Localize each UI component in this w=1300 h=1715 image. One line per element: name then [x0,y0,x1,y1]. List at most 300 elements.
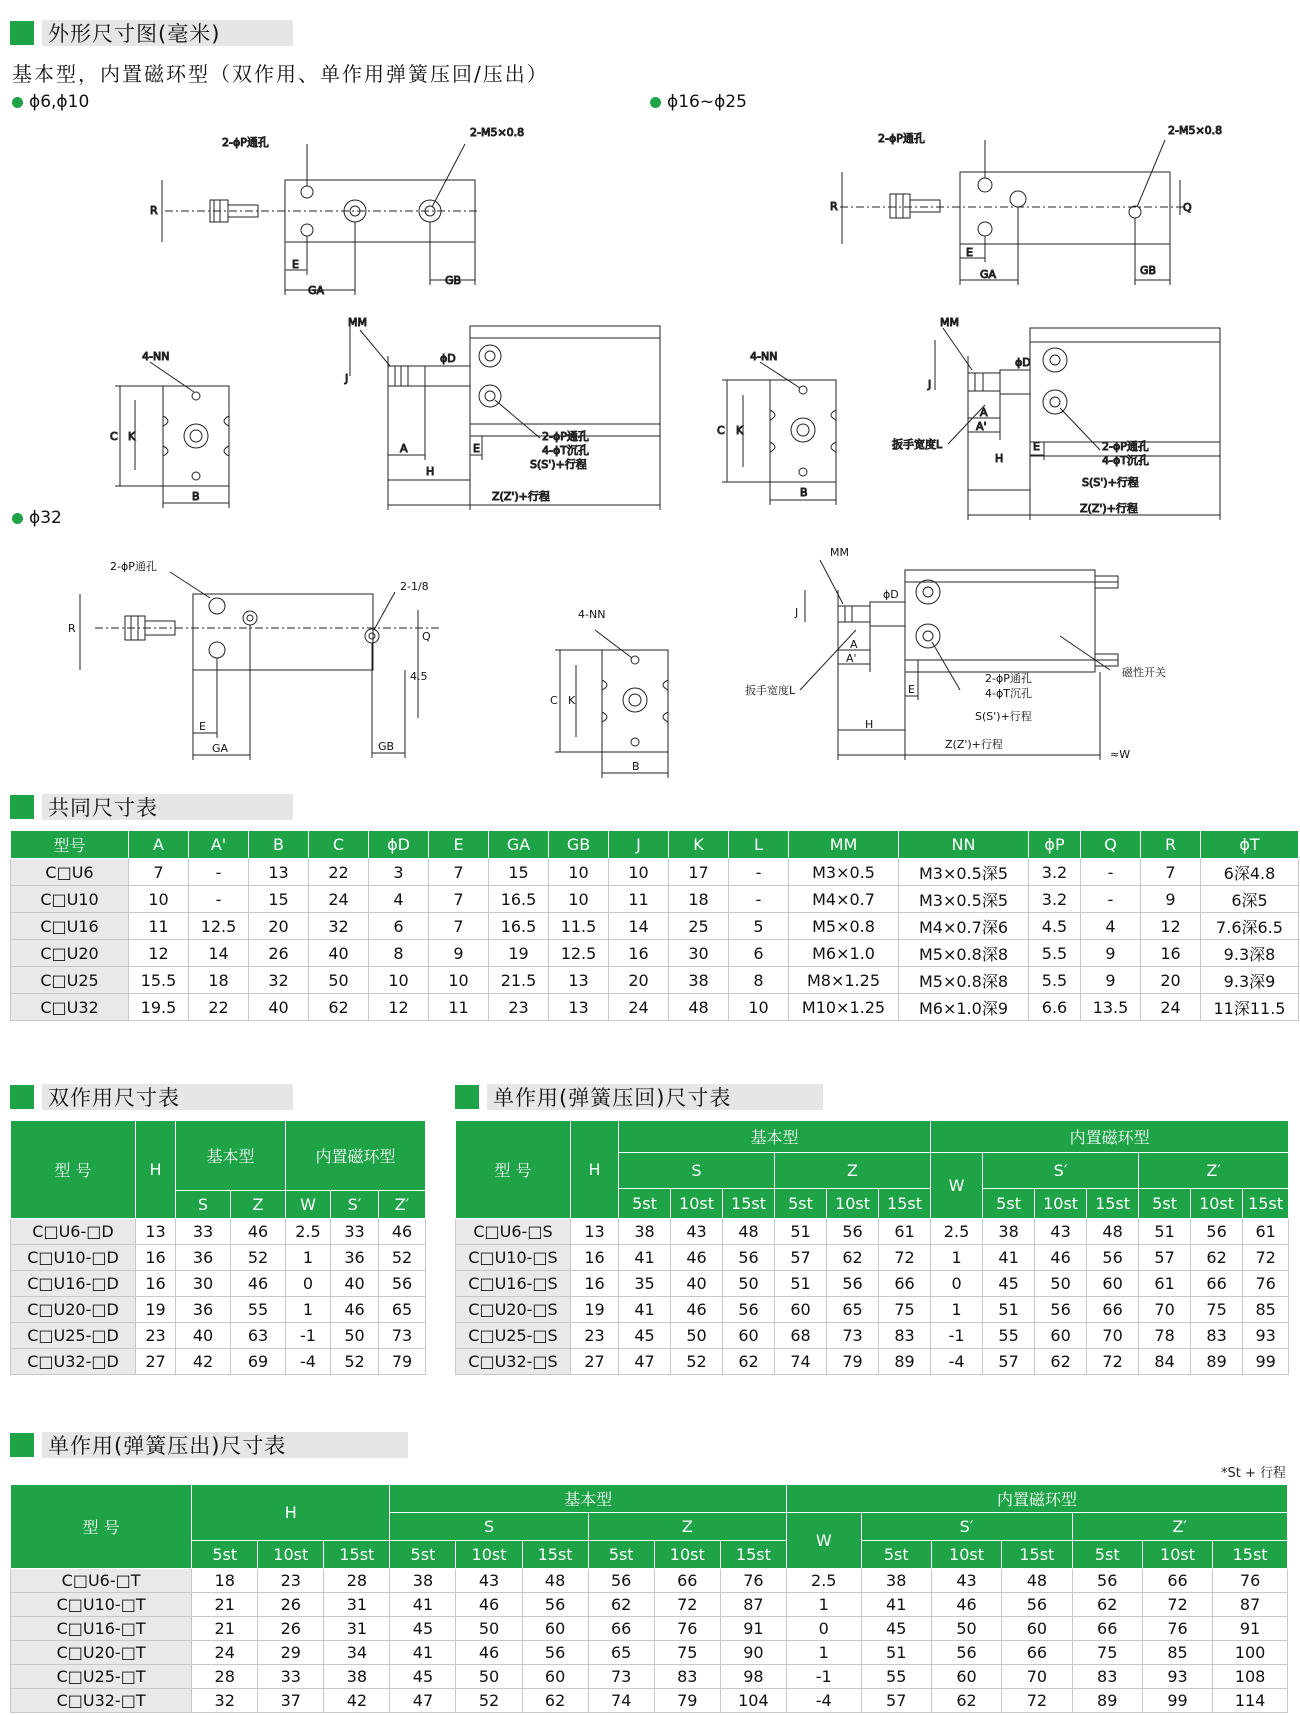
value-cell: 62 [827,1245,879,1271]
value-cell: 32 [309,913,369,940]
value-cell: 56 [1191,1219,1243,1245]
value-cell: 56 [827,1271,879,1297]
label-ga: GA [308,284,325,297]
label-nn3: 4-NN [578,608,606,621]
value-cell: 4 [369,886,429,913]
value-cell: 62 [309,994,369,1021]
value-cell: 85 [1243,1297,1289,1323]
model-cell: C□U25 [11,967,129,994]
value-cell: 100 [1213,1641,1288,1665]
value-cell: 31 [324,1593,390,1617]
value-cell: - [189,886,249,913]
stroke-header: 15st [720,1541,786,1569]
stroke-header: 5st [861,1541,931,1569]
value-cell: 1 [786,1593,861,1617]
model-cell: C□U32 [11,994,129,1021]
value-cell: 66 [654,1569,720,1593]
value-cell: 60 [1087,1271,1139,1297]
value-cell: 56 [379,1271,426,1297]
value-cell: 50 [331,1323,379,1349]
value-cell: 76 [1142,1617,1212,1641]
value-cell: 51 [861,1641,931,1665]
value-cell: 50 [671,1323,723,1349]
label-j2: J [928,378,932,391]
value-cell: 7.6深6.5 [1201,913,1299,940]
stroke-header: 15st [1213,1541,1288,1569]
value-cell: 4.5 [1029,913,1081,940]
stroke-header: 5st [619,1189,671,1219]
label-wrench2: 扳手宽度L [745,684,796,697]
label-h2: H [995,452,1004,465]
value-cell: 8 [369,940,429,967]
value-cell: 66 [1191,1271,1243,1297]
value-cell: 42 [324,1689,390,1713]
model-cell: C□U32-□T [11,1689,192,1713]
value-cell: 47 [619,1349,671,1375]
single-in-col-s: S [619,1153,775,1189]
single-out-col-s2: S′ [861,1513,1072,1541]
value-cell: 57 [861,1689,931,1713]
value-cell: 13 [136,1219,176,1245]
table-row [456,1245,1289,1271]
value-cell: 19 [571,1297,619,1323]
table-row [11,1593,1288,1617]
value-cell: 87 [1213,1593,1288,1617]
value-cell: 78 [1139,1323,1191,1349]
value-cell: 56 [522,1641,588,1665]
value-cell: 65 [588,1641,654,1665]
label-e3: E [966,246,973,259]
value-cell: 7 [1141,859,1201,886]
single-out-col-s: S [390,1513,588,1541]
value-cell: 10 [549,886,609,913]
value-cell: - [729,886,789,913]
value-cell: 87 [720,1593,786,1617]
stroke-header: 15st [1243,1189,1289,1219]
value-cell: -1 [286,1323,331,1349]
value-cell: -4 [286,1349,331,1375]
value-cell: 32 [249,967,309,994]
value-cell: 15.5 [129,967,189,994]
value-cell: 16 [136,1245,176,1271]
value-cell: 2.5 [786,1569,861,1593]
value-cell: 11深11.5 [1201,994,1299,1021]
value-cell: 41 [983,1245,1035,1271]
label-q: Q [1183,201,1192,214]
diagram-label-phi6-10: ϕ6,ϕ10 [12,92,89,112]
value-cell: 91 [1213,1617,1288,1641]
value-cell: 29 [258,1641,324,1665]
common-col-header: ϕT [1201,831,1299,859]
common-col-header: Q [1081,831,1141,859]
phi32-labels [0,0,1300,780]
value-cell: 15 [249,886,309,913]
value-cell: 14 [609,913,669,940]
value-cell: 11 [429,994,489,1021]
label-q2: Q [422,630,431,643]
value-cell: 62 [723,1349,775,1375]
value-cell: 99 [1243,1349,1289,1375]
stroke-header: 10st [827,1189,879,1219]
model-cell: C□U10 [11,886,129,913]
double-dimension-table [10,1120,426,1375]
common-col-header: B [249,831,309,859]
single-in-col-basic: 基本型 [619,1121,931,1153]
value-cell: 9.3深8 [1201,940,1299,967]
diagram-label-phi16-25: ϕ16~ϕ25 [650,92,747,112]
value-cell: M5×0.8深8 [899,967,1029,994]
label-hole2: 2-ϕP通孔 [542,430,589,443]
value-cell: 56 [1035,1297,1087,1323]
value-cell: 46 [231,1219,286,1245]
value-cell: 62 [522,1689,588,1713]
model-cell: C□U6-□T [11,1569,192,1593]
value-cell: 12 [1141,913,1201,940]
label-ga3: GA [212,742,229,755]
value-cell: 24 [1141,994,1201,1021]
label-a2: A [980,406,988,419]
label-k2: K [736,424,744,437]
common-col-header: GB [549,831,609,859]
value-cell: 62 [1191,1245,1243,1271]
value-cell: 45 [390,1617,456,1641]
value-cell: 11 [609,886,669,913]
label-z3: Z(Z')+行程 [945,738,1003,751]
value-cell: 46 [1035,1245,1087,1271]
value-cell: 13 [571,1219,619,1245]
stroke-header: 5st [588,1541,654,1569]
label-e2: E [473,442,480,455]
value-cell: 40 [176,1323,231,1349]
value-cell: 56 [1072,1569,1142,1593]
table-row [11,886,1299,913]
section-single-in-title: 单作用(弹簧压回)尺寸表 [487,1084,823,1110]
table-row [11,967,1299,994]
label-j: J [345,372,349,385]
value-cell: 24 [609,994,669,1021]
value-cell: 13 [549,994,609,1021]
value-cell: 31 [324,1617,390,1641]
value-cell: -4 [931,1349,983,1375]
value-cell: 2.5 [286,1219,331,1245]
label-mm3: MM [830,546,849,559]
value-cell: 60 [1035,1323,1087,1349]
common-col-header: K [669,831,729,859]
single-out-col-h: H [192,1485,390,1541]
value-cell: 27 [136,1349,176,1375]
value-cell: 93 [1243,1323,1289,1349]
value-cell: M6×1.0 [789,940,899,967]
table-row [456,1271,1289,1297]
value-cell: 10 [129,886,189,913]
value-cell: 52 [331,1349,379,1375]
common-col-header: 型号 [11,831,129,859]
stroke-header: 10st [1191,1189,1243,1219]
value-cell: 12 [129,940,189,967]
label-r: R [150,204,158,217]
value-cell: 62 [1072,1593,1142,1617]
value-cell: 16 [609,940,669,967]
single-out-col-basic: 基本型 [390,1485,787,1513]
value-cell: 43 [1035,1219,1087,1245]
value-cell: 36 [331,1245,379,1271]
value-cell: 38 [390,1569,456,1593]
value-cell: M3×0.5深5 [899,886,1029,913]
value-cell: 52 [231,1245,286,1271]
value-cell: 74 [588,1689,654,1713]
single-out-dimension-table [10,1484,1288,1713]
value-cell: 46 [331,1297,379,1323]
value-cell: 41 [390,1593,456,1617]
value-cell: 43 [456,1569,522,1593]
stroke-header: 5st [775,1189,827,1219]
value-cell: 76 [654,1617,720,1641]
label-m5: 2-M5×0.8 [470,126,525,139]
double-col-h: H [136,1121,176,1219]
value-cell: 70 [1087,1323,1139,1349]
value-cell: 72 [879,1245,931,1271]
stroke-header: 5st [983,1189,1035,1219]
value-cell: 18 [192,1569,258,1593]
table-row [456,1349,1289,1375]
single-in-col-z2: Z′ [1139,1153,1289,1189]
double-sub-header: Z [231,1191,286,1219]
value-cell: 43 [931,1569,1001,1593]
value-cell: 91 [720,1617,786,1641]
value-cell: 60 [522,1617,588,1641]
value-cell: 70 [1002,1665,1072,1689]
value-cell: 46 [671,1245,723,1271]
table-row [456,1323,1289,1349]
value-cell: 46 [456,1641,522,1665]
value-cell: 1 [786,1641,861,1665]
model-cell: C□U6-□D [11,1219,136,1245]
label-hole: 2-ϕP通孔 [222,136,269,149]
value-cell: 75 [1072,1641,1142,1665]
value-cell: M6×1.0深9 [899,994,1029,1021]
single-out-col-z: Z [588,1513,786,1541]
label-gb2: GB [1140,264,1157,277]
model-cell: C□U20 [11,940,129,967]
model-cell: C□U32-□D [11,1349,136,1375]
value-cell: 55 [231,1297,286,1323]
value-cell: 66 [1087,1297,1139,1323]
label-r2: R [830,200,838,213]
value-cell: - [1081,886,1141,913]
section-single-in-header [455,1084,823,1110]
value-cell: 11.5 [549,913,609,940]
single-in-col-z: Z [775,1153,931,1189]
value-cell: 51 [1139,1219,1191,1245]
value-cell: M5×0.8深8 [899,940,1029,967]
double-col-basic: 基本型 [176,1121,286,1191]
common-col-header: ϕP [1029,831,1081,859]
value-cell: 51 [775,1219,827,1245]
value-cell: 61 [879,1219,931,1245]
value-cell: 73 [827,1323,879,1349]
value-cell: 48 [723,1219,775,1245]
value-cell: 7 [429,886,489,913]
value-cell: 70 [1139,1297,1191,1323]
value-cell: 66 [1142,1569,1212,1593]
value-cell: 56 [931,1641,1001,1665]
common-col-header: C [309,831,369,859]
label-hole5: 2-ϕP通孔 [110,560,157,573]
section-common-title: 共同尺寸表 [42,794,293,820]
stroke-note: *St + 行程 [1220,1466,1286,1481]
model-cell: C□U25-□D [11,1323,136,1349]
value-cell: 3.2 [1029,859,1081,886]
common-col-header: GA [489,831,549,859]
value-cell: 0 [786,1617,861,1641]
label-s2: S(S')+行程 [1082,476,1139,489]
value-cell: 73 [379,1323,426,1349]
value-cell: 41 [619,1245,671,1271]
label-a3: A [850,638,858,651]
double-sub-header: W [286,1191,331,1219]
value-cell: 7 [429,859,489,886]
value-cell: 41 [390,1641,456,1665]
model-cell: C□U16 [11,913,129,940]
value-cell: 7 [129,859,189,886]
value-cell: 72 [654,1593,720,1617]
value-cell: 40 [331,1271,379,1297]
model-cell: C□U25-□S [456,1323,571,1349]
section-double-header [10,1084,293,1110]
value-cell: 10 [729,994,789,1021]
value-cell: 40 [249,994,309,1021]
single-out-col-z2: Z′ [1072,1513,1287,1541]
double-col-model: 型 号 [11,1121,136,1219]
value-cell: 6深5 [1201,886,1299,913]
value-cell: 34 [324,1641,390,1665]
value-cell: 89 [879,1349,931,1375]
value-cell: 4 [1081,913,1141,940]
value-cell: 56 [827,1219,879,1245]
value-cell: 56 [723,1245,775,1271]
value-cell: 84 [1139,1349,1191,1375]
value-cell: 24 [192,1641,258,1665]
value-cell: 1 [286,1297,331,1323]
model-cell: C□U16-□D [11,1271,136,1297]
common-col-header: NN [899,831,1029,859]
table-row [11,913,1299,940]
value-cell: 8 [729,967,789,994]
value-cell: 104 [720,1689,786,1713]
label-z: Z(Z')+行程 [492,490,550,503]
label-e: E [292,258,299,271]
label-r3: R [68,622,76,635]
value-cell: 5.5 [1029,967,1081,994]
label-hole3: 2-ϕP通孔 [878,132,925,145]
label-hole6: 2-ϕP通孔 [985,672,1032,685]
value-cell: 26 [258,1617,324,1641]
value-cell: 66 [1072,1617,1142,1641]
value-cell: 56 [1087,1245,1139,1271]
label-gb: GB [445,274,462,287]
model-cell: C□U10-□T [11,1593,192,1617]
value-cell: 60 [931,1665,1001,1689]
value-cell: 13.5 [1081,994,1141,1021]
table-row [11,1323,426,1349]
label-c3: C [550,694,558,707]
stroke-header: 15st [324,1541,390,1569]
value-cell: 66 [879,1271,931,1297]
value-cell: 43 [671,1219,723,1245]
value-cell: 37 [258,1689,324,1713]
value-cell: - [189,859,249,886]
model-cell: C□U6-□S [456,1219,571,1245]
value-cell: -4 [786,1689,861,1713]
value-cell: 89 [1191,1349,1243,1375]
section-outline-title: 外形尺寸图(毫米) [42,20,293,46]
value-cell: 38 [619,1219,671,1245]
value-cell: 30 [669,940,729,967]
value-cell: 60 [1002,1617,1072,1641]
single-in-col-model: 型 号 [456,1121,571,1219]
table-row [456,1297,1289,1323]
value-cell: 24 [309,886,369,913]
label-s: S(S')+行程 [530,458,587,471]
value-cell: 45 [619,1323,671,1349]
value-cell: 62 [588,1593,654,1617]
value-cell: 15 [489,859,549,886]
value-cell: 51 [983,1297,1035,1323]
label-b3: B [632,760,640,773]
value-cell: - [1081,859,1141,886]
value-cell: 90 [720,1641,786,1665]
value-cell: 93 [1142,1665,1212,1689]
value-cell: 46 [456,1593,522,1617]
value-cell: 55 [983,1323,1035,1349]
value-cell: 48 [522,1569,588,1593]
stroke-header: 15st [879,1189,931,1219]
single-in-col-h: H [571,1121,619,1219]
value-cell: 61 [1139,1271,1191,1297]
value-cell: 23 [571,1323,619,1349]
value-cell: 21 [192,1593,258,1617]
value-cell: 33 [331,1219,379,1245]
value-cell: 52 [671,1349,723,1375]
common-dimension-table [10,830,1299,1021]
single-out-col-w: W [786,1513,861,1569]
stroke-header: 10st [1035,1189,1087,1219]
label-m5-2: 2-M5×0.8 [1168,124,1223,137]
single-in-col-w: W [931,1153,983,1219]
value-cell: 83 [879,1323,931,1349]
stroke-header: 15st [1087,1189,1139,1219]
model-cell: C□U16-□S [456,1271,571,1297]
table-row [11,1569,1288,1593]
double-sub-header: S′ [331,1191,379,1219]
label-d3: ϕD [883,588,899,601]
label-k: K [128,430,136,443]
value-cell: 20 [1141,967,1201,994]
value-cell: 38 [861,1569,931,1593]
value-cell: 1 [931,1245,983,1271]
value-cell: 33 [176,1219,231,1245]
value-cell: 60 [522,1665,588,1689]
label-t: 4-ϕT沉孔 [542,444,589,457]
value-cell: 0 [286,1271,331,1297]
value-cell: 35 [619,1271,671,1297]
value-cell: 16 [571,1245,619,1271]
value-cell: 50 [456,1665,522,1689]
value-cell: 50 [723,1271,775,1297]
label-a2b: A' [976,420,987,433]
value-cell: 55 [861,1665,931,1689]
value-cell: 19 [489,940,549,967]
